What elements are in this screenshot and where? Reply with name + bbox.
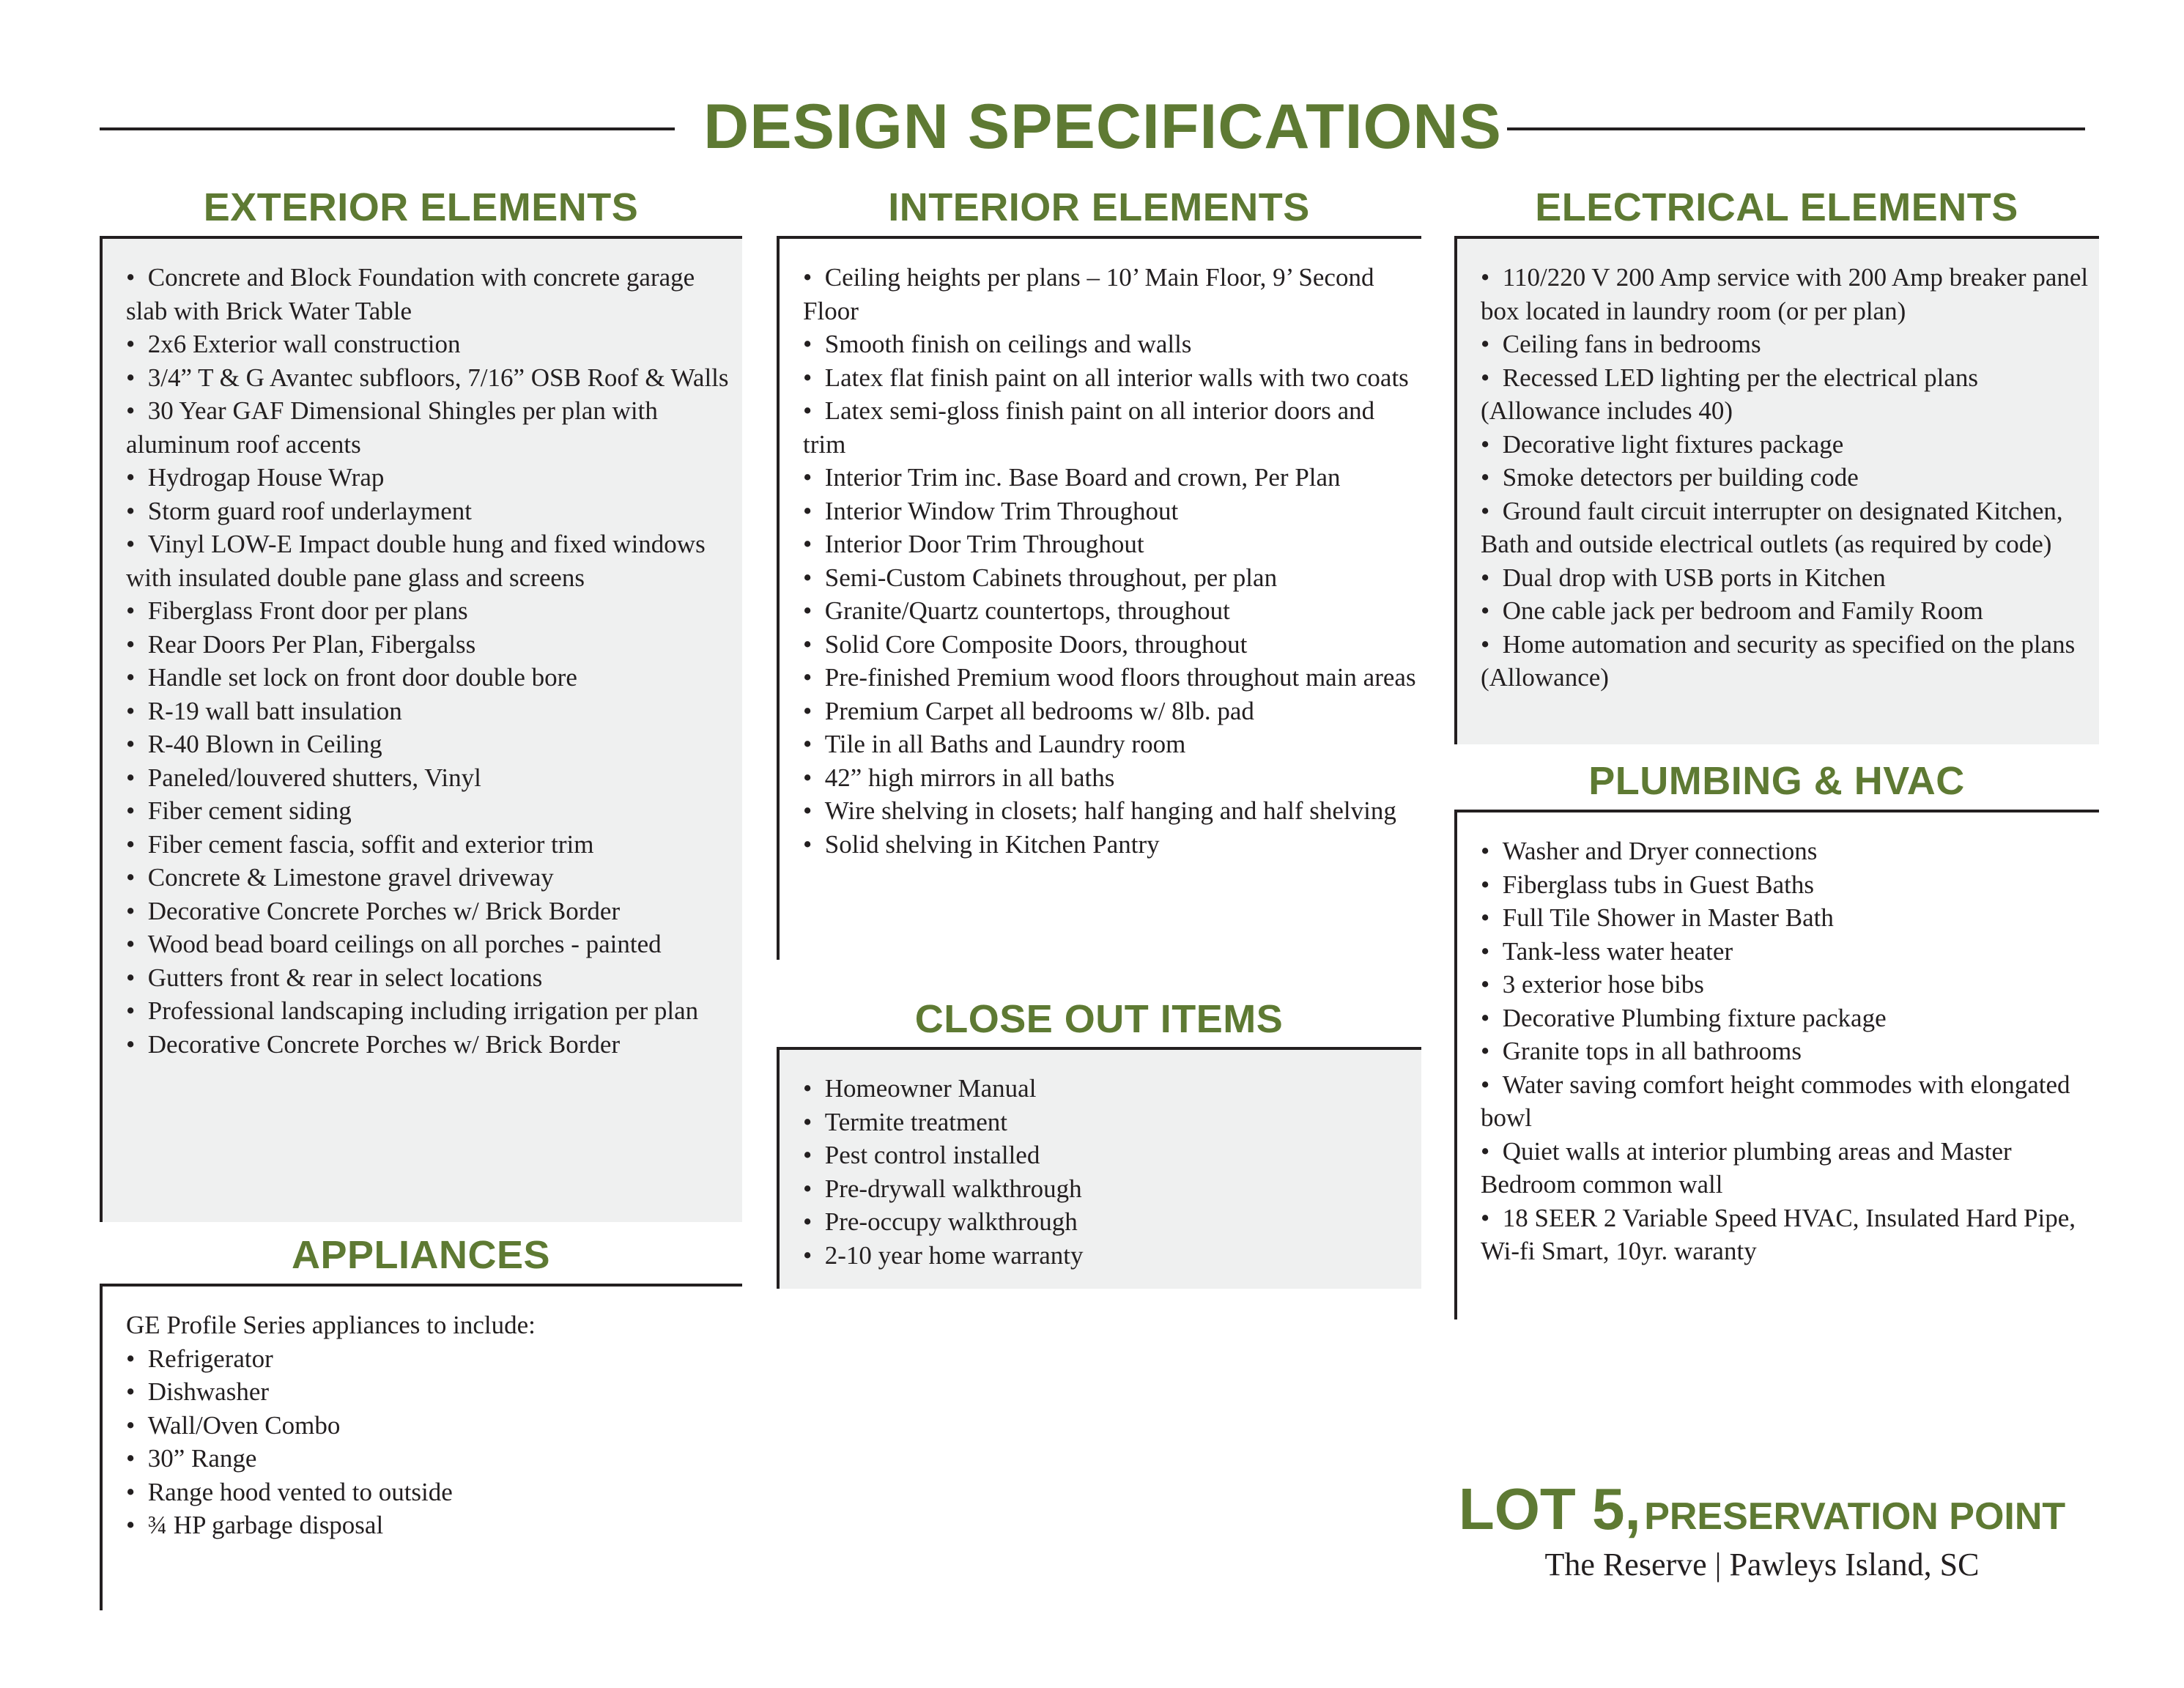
list-item: • Vinyl LOW-E Impact double hung and fixed windows with insulated double pane glass and screens	[126, 528, 738, 594]
closeout-panel	[777, 1047, 1421, 1289]
list-item: • R-19 wall batt insulation	[126, 695, 738, 728]
list-item: • ¾ HP garbage disposal	[126, 1509, 738, 1542]
list-item: • Decorative Concrete Porches w/ Brick Border	[126, 895, 738, 928]
list-item: • Water saving comfort height commodes with elongated bowl	[1481, 1068, 2095, 1135]
list-item: • Concrete & Limestone gravel driveway	[126, 861, 738, 895]
list-item: • Ceiling fans in bedrooms	[1481, 327, 2095, 361]
list-item: • Recessed LED lighting per the electrical plans (Allowance includes 40)	[1481, 361, 2095, 428]
list-item: • 2x6 Exterior wall construction	[126, 327, 738, 361]
list-item: • Granite/Quartz countertops, throughout	[803, 594, 1417, 628]
exterior-panel	[100, 236, 742, 1222]
list-item: • Decorative light fixtures package	[1481, 428, 2095, 462]
exterior-list	[126, 261, 738, 1061]
list-item: • Gutters front & rear in select locations	[126, 961, 738, 995]
list-item: • Fiber cement fascia, soffit and exterior trim	[126, 828, 738, 862]
list-item: • Premium Carpet all bedrooms w/ 8lb. pad	[803, 695, 1417, 728]
list-item: • Smoke detectors per building code	[1481, 461, 2095, 495]
list-item: • Home automation and security as specified on the plans (Allowance)	[1481, 628, 2095, 695]
list-item: • Homeowner Manual	[803, 1072, 1417, 1106]
list-item: • Solid Core Composite Doors, throughout	[803, 628, 1417, 662]
list-item: • Decorative Concrete Porches w/ Brick Border	[126, 1028, 738, 1062]
list-item: • One cable jack per bedroom and Family Room	[1481, 594, 2095, 628]
electrical-list	[1481, 261, 2095, 695]
list-item: • Range hood vented to outside	[126, 1476, 738, 1509]
list-item: • Granite tops in all bathrooms	[1481, 1034, 2095, 1068]
plumbing-panel	[1454, 810, 2099, 1319]
list-item: • 110/220 V 200 Amp service with 200 Amp breaker panel box located in laundry room (or per plan)	[1481, 261, 2095, 327]
list-item: • Refrigerator	[126, 1342, 738, 1376]
list-item: • Fiberglass Front door per plans	[126, 594, 738, 628]
list-item: • Fiberglass tubs in Guest Baths	[1481, 868, 2095, 902]
appliances-list	[126, 1342, 738, 1542]
electrical-heading: ELECTRICAL ELEMENTS	[1535, 185, 2018, 229]
list-item: • 3 exterior hose bibs	[1481, 968, 2095, 1002]
list-item: • Paneled/louvered shutters, Vinyl	[126, 761, 738, 795]
exterior-heading: EXTERIOR ELEMENTS	[203, 185, 639, 229]
appliances-intro: GE Profile Series appliances to include:	[126, 1311, 536, 1339]
list-item: • Washer and Dryer connections	[1481, 834, 2095, 868]
list-item: • Rear Doors Per Plan, Fibergalss	[126, 628, 738, 662]
location-line: The Reserve | Pawleys Island, SC	[1544, 1547, 1980, 1582]
list-item: • Tank-less water heater	[1481, 935, 2095, 969]
list-item: • Wood bead board ceilings on all porches - painted	[126, 928, 738, 961]
lot-title	[1436, 1476, 2088, 1543]
page-header	[0, 86, 2184, 167]
list-item: • Termite treatment	[803, 1106, 1417, 1139]
plumbing-heading: PLUMBING & HVAC	[1588, 759, 1965, 803]
list-item: • 2-10 year home warranty	[803, 1239, 1417, 1273]
title-rule-left	[100, 127, 675, 130]
list-item: • Concrete and Block Foundation with concrete garage slab with Brick Water Table	[126, 261, 738, 327]
list-item: • Wire shelving in closets; half hanging and half shelving	[803, 794, 1417, 828]
list-item: • 30” Range	[126, 1442, 738, 1476]
list-item: • 30 Year GAF Dimensional Shingles per plan with aluminum roof accents	[126, 394, 738, 461]
plumbing-list	[1481, 834, 2095, 1268]
list-item: • Full Tile Shower in Master Bath	[1481, 901, 2095, 935]
interior-list	[803, 261, 1417, 861]
list-item: • Interior Window Trim Throughout	[803, 495, 1417, 528]
list-item: • Semi-Custom Cabinets throughout, per plan	[803, 561, 1417, 595]
list-item: • Latex semi-gloss finish paint on all interior doors and trim	[803, 394, 1417, 461]
list-item: • Handle set lock on front door double bore	[126, 661, 738, 695]
list-item: • Decorative Plumbing fixture package	[1481, 1002, 2095, 1035]
list-item: • Pre-finished Premium wood floors throughout main areas	[803, 661, 1417, 695]
list-item: • Quiet walls at interior plumbing areas and Master Bedroom common wall	[1481, 1135, 2095, 1202]
list-item: • Pre-occupy walkthrough	[803, 1205, 1417, 1239]
appliances-heading: APPLIANCES	[291, 1233, 551, 1277]
list-item: • Ceiling heights per plans – 10’ Main Floor, 9’ Second Floor	[803, 261, 1417, 327]
title-rule-right	[1507, 127, 2085, 130]
list-item: • 3/4” T & G Avantec subfloors, 7/16” OSB Roof & Walls	[126, 361, 738, 395]
list-item: • Hydrogap House Wrap	[126, 461, 738, 495]
list-item: • Dishwasher	[126, 1375, 738, 1409]
list-item: • Smooth finish on ceilings and walls	[803, 327, 1417, 361]
page-title: DESIGN SPECIFICATIONS	[703, 92, 1502, 162]
list-item: • Solid shelving in Kitchen Pantry	[803, 828, 1417, 862]
list-item: • 18 SEER 2 Variable Speed HVAC, Insulated Hard Pipe, Wi-fi Smart, 10yr. waranty	[1481, 1202, 2095, 1268]
list-item: • Interior Trim inc. Base Board and crown, Per Plan	[803, 461, 1417, 495]
list-item: • Ground fault circuit interrupter on designated Kitchen, Bath and outside electrical outlets (as required by code)	[1481, 495, 2095, 561]
interior-heading: INTERIOR ELEMENTS	[888, 185, 1310, 229]
closeout-list	[803, 1072, 1417, 1272]
lot-number: LOT 5,	[1458, 1476, 1641, 1541]
closeout-heading: CLOSE OUT ITEMS	[914, 997, 1284, 1041]
list-item: • Pest control installed	[803, 1139, 1417, 1172]
list-item: • Tile in all Baths and Laundry room	[803, 728, 1417, 761]
list-item: • Storm guard roof underlayment	[126, 495, 738, 528]
list-item: • Pre-drywall walkthrough	[803, 1172, 1417, 1206]
list-item: • Wall/Oven Combo	[126, 1409, 738, 1443]
electrical-panel	[1454, 236, 2099, 744]
appliances-panel	[100, 1284, 742, 1610]
interior-panel	[777, 236, 1421, 960]
list-item: • R-40 Blown in Ceiling	[126, 728, 738, 761]
list-item: • Fiber cement siding	[126, 794, 738, 828]
list-item: • Professional landscaping including irrigation per plan	[126, 994, 738, 1028]
list-item: • Dual drop with USB ports in Kitchen	[1481, 561, 2095, 595]
list-item: • 42” high mirrors in all baths	[803, 761, 1417, 795]
list-item: • Interior Door Trim Throughout	[803, 528, 1417, 561]
list-item: • Latex flat finish paint on all interior walls with two coats	[803, 361, 1417, 395]
community-name: PRESERVATION POINT	[1644, 1495, 2066, 1538]
